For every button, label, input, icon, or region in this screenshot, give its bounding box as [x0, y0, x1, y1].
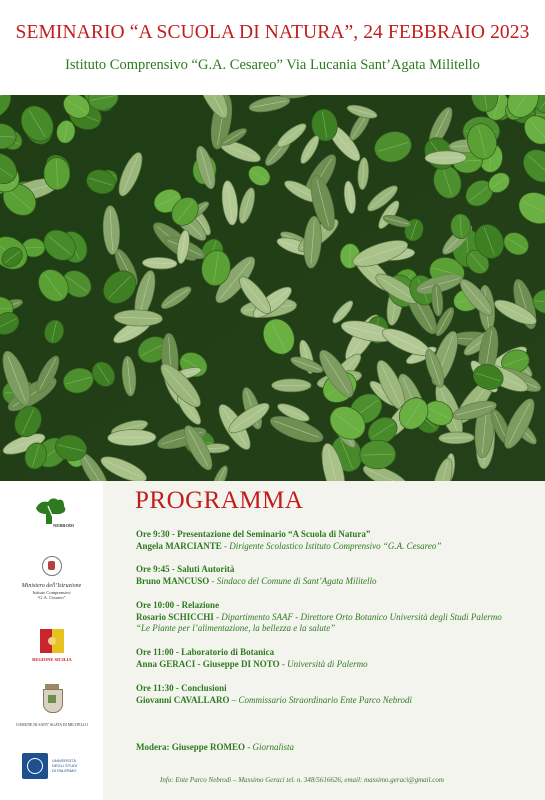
regione-sicilia-logo: REGIONE SICILIA [30, 629, 74, 662]
herbs-photo [0, 95, 545, 481]
coat-of-arms-icon [40, 684, 64, 714]
program-item-2: Ore 9:45 - Saluti Autorità Bruno MANCUSO - Sindaco del Comune di Sant’Agata Militello [136, 564, 377, 586]
moderator: Modera: Giuseppe ROMEO - Giornalista [136, 742, 295, 752]
program-item-3: Ore 10:00 - Relazione Rosario SCHICCHI - Dipartimento SAAF - Direttore Orto Botanico Università degli Studi Palermo “Le Piante per l’alimentazione, la bellezza e la salute” [136, 600, 502, 633]
comune-logo: COMUNE DI SANT’AGATA DI MILITELLO [12, 684, 92, 728]
herbs-illustration [0, 95, 545, 481]
program-item-4: Ore 11:00 - Laboratorio di Botanica Anna GERACI - Giuseppe DI NOTO - Università di Palermo [136, 647, 368, 669]
program-item-1: Ore 9:30 - Presentazione del Seminario “A Scuola di Natura” Angela MARCIANTE - Dirigente Scolastico Istituto Comprensivo “G.A. Cesareo” [136, 529, 442, 551]
universita-palermo-logo: UNIVERSITÀ DEGLI STUDI DI PALERMO [22, 751, 82, 783]
emblem-icon [42, 556, 62, 576]
header [0, 0, 545, 95]
trinacria-icon [40, 629, 64, 653]
ministero-logo: Ministero dell’Istruzione Istituto Comprensivo “G.A. Cesareo” [10, 556, 93, 600]
university-seal-icon [22, 753, 48, 779]
partner-logos [0, 481, 103, 800]
parco-nebrodi-logo: NEBRODI [32, 496, 74, 528]
program-item-5: Ore 11:30 - Conclusioni Giovanni CAVALLARO – Commissario Straordinario Ente Parco Nebrodi [136, 683, 412, 705]
program-heading: PROGRAMMA [135, 487, 304, 514]
contact-info: Info: Ente Parco Nebrodi – Massimo Geraci tel. n. 348/5616626, email: massimo.geraci@gmail.com [160, 776, 444, 784]
page-title: SEMINARIO “A SCUOLA DI NATURA”, 24 FEBBRAIO 2023 [15, 22, 530, 43]
page-subtitle: Istituto Comprensivo “G.A. Cesareo” Via Lucania Sant’Agata Militello [65, 57, 480, 73]
